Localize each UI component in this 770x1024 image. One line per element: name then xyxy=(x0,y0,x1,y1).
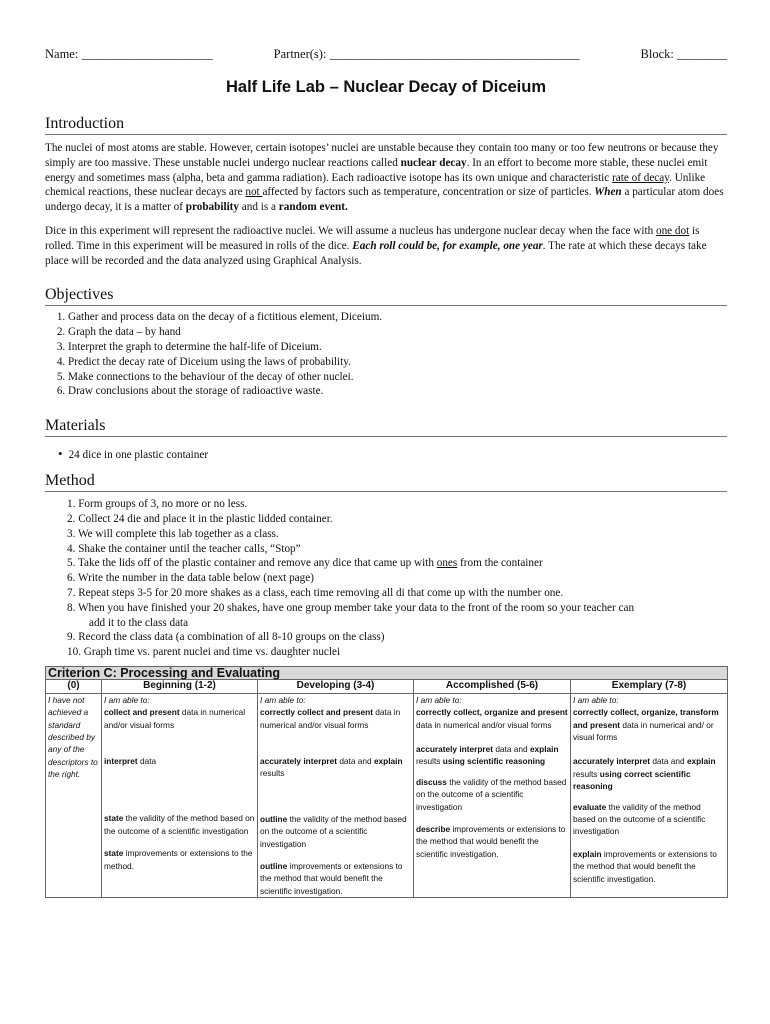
objectives-list xyxy=(45,310,727,399)
column-header: (0) xyxy=(46,680,102,693)
table-cell: I am able to: collect and present data in numerical and/or visual forms interpret data state the validity of the method based on the outcome of a scientific investigation state improvements or extensions to the method. xyxy=(102,693,258,897)
column-header: Beginning (1-2) xyxy=(102,680,258,693)
list-item: 1. Gather and process data on the decay of a fictitious element, Diceium. xyxy=(68,310,727,325)
method-step: 6. Write the number in the data table below (next page) xyxy=(67,572,314,585)
header-line xyxy=(45,47,727,62)
table-row xyxy=(46,680,728,693)
materials-list xyxy=(45,446,727,462)
list-item: • 24 dice in one plastic container xyxy=(68,446,727,462)
objectives-section xyxy=(45,286,727,399)
method-step: 3. We will complete this lab together as a class. xyxy=(67,527,279,540)
list-item: 6. Draw conclusions about the storage of radioactive waste. xyxy=(68,384,727,399)
method-step: 2. Collect 24 die and place it in the plastic lidded container. xyxy=(67,512,333,525)
intro-paragraph-2: Dice in this experiment will represent the radioactive nuclei. We will assume a nucleus has undergone nuclear decay when the face with one dot is rolled. Time in this experiment will be measured in rolls of the dice. Each roll could be, for example, one year. The rate at which these decays take place will be recorded and the data analyzed using Graphical Analysis. xyxy=(45,224,707,267)
page-title: Half Life Lab – Nuclear Decay of Diceium xyxy=(225,78,547,96)
introduction-section xyxy=(45,115,727,268)
method-step: 7. Repeat steps 3-5 for 20 more shakes as a class, each time removing all di that come up with the number one. xyxy=(67,586,564,599)
method-step: 9. Record the class data (a combination of all 8-10 groups on the class) xyxy=(67,631,385,644)
method-step: 4. Shake the container until the teacher calls, “Stop” xyxy=(67,542,301,555)
objectives-heading: Objectives xyxy=(45,286,727,306)
method-section xyxy=(45,472,727,660)
column-header: Exemplary (7-8) xyxy=(571,680,728,693)
table-cell: I am able to: correctly collect, organize and present data in numerical and/or visual forms accurately interpret data and explain results using scientific reasoning discuss the validity of the method based on the outcome of a scientific investigation describe improvements or extensions to the method that would benefit the scientific investigation. xyxy=(414,693,571,897)
level-0-cell: I have not achieved a standard described by any of the descriptors to the right. xyxy=(46,693,102,897)
table-cell: I am able to: correctly collect and present data in numerical and/or visual forms accurately interpret data and explain results outline the validity of the method based on the outcome of a scientific investigation outline improvements or extensions to the method that would benefit the scientific investigation. xyxy=(258,693,414,897)
worksheet-page xyxy=(45,40,727,898)
list-item: 3. Interpret the graph to determine the half-life of Diceium. xyxy=(68,340,727,355)
materials-section xyxy=(45,417,727,462)
table-cell: I am able to: correctly collect, organize, transform and present data in numerical and/ or visual forms accurately interpret data and explain results using correct scientific reasoning evaluate the validity of the method based on the outcome of a scientific investigation explain improvements or extensions to the method that would benefit the scientific investigation. xyxy=(571,693,728,897)
method-step: 1. Form groups of 3, no more or no less. xyxy=(67,498,248,511)
list-item: 5. Make connections to the behaviour of the decay of other nuclei. xyxy=(68,370,727,385)
method-step: 5. Take the lids off of the plastic container and remove any dice that came up with ones from the container xyxy=(67,557,543,570)
introduction-heading: Introduction xyxy=(45,115,727,135)
block-field[interactable]: Block: ________ xyxy=(640,47,727,61)
materials-heading: Materials xyxy=(45,417,727,437)
criterion-c-rubric-table xyxy=(45,666,728,898)
method-steps xyxy=(67,497,727,660)
list-item: 4. Predict the decay rate of Diceium using the laws of probability. xyxy=(68,355,727,370)
list-item: 2. Graph the data – by hand xyxy=(68,325,727,340)
method-heading: Method xyxy=(45,472,727,492)
partner-field[interactable]: Partner(s): ________________________________________ xyxy=(273,47,580,61)
intro-paragraph-1: The nuclei of most atoms are stable. However, certain isotopes’ nuclei are unstable because they contain too many or too few neutrons or because they simply are too massive. These unstable nuclei undergo nuclear reactions called nuclear decay. In an effort to become more stable, these nuclei emit energy and sometimes mass (alpha, beta and gamma radiation). Each radioactive isotope has its own unique and characteristic rate of decay. Unlike chemical reactions, these nuclear decays are not affected by factors such as temperature, concentration or size of particles. When a particular atom does undergo decay, it is a matter of probability and is a random event. xyxy=(45,142,724,214)
method-step: 8. When you have finished your 20 shakes, have one group member take your data to the front of the room so your teacher can add it to the class data xyxy=(67,601,635,629)
name-field[interactable]: Name: _____________________ xyxy=(45,47,213,61)
table-row xyxy=(46,693,728,897)
method-step: 10. Graph time vs. parent nuclei and time vs. daughter nuclei xyxy=(67,646,341,659)
rubric-title: Criterion C: Processing and Evaluating xyxy=(46,666,728,679)
column-header: Developing (3-4) xyxy=(258,680,414,693)
column-header: Accomplished (5-6) xyxy=(414,680,571,693)
